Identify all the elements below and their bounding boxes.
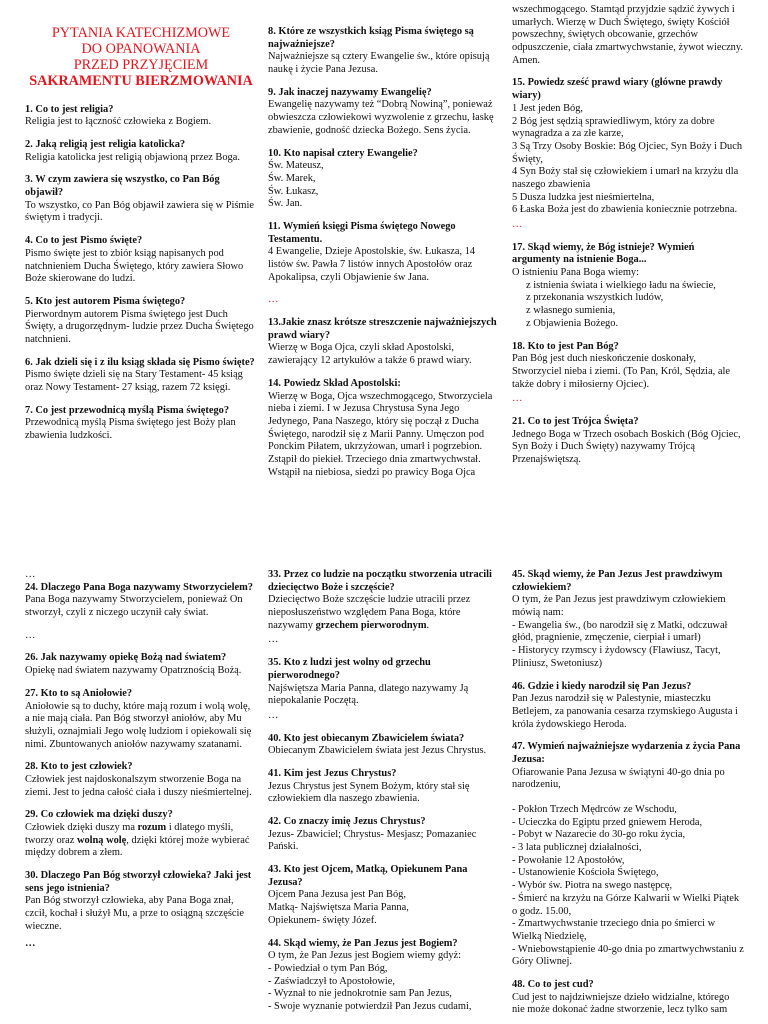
answer-line: Św. Jan. — [268, 198, 303, 210]
question-heading: 30. Dlaczego Pan Bóg stworzył człowieka? Jaki jest sens jego istnienia? — [25, 870, 252, 894]
answer-segment: , dzięki której może wybierać między dobrem a złem. — [25, 834, 250, 859]
document-title — [25, 26, 257, 90]
answer-text: Obiecanym Zbawicielem świata jest Jezus Chrystus. — [268, 745, 487, 757]
answer-text: Pan Bóg jest duch nieskończenie doskonały, Stworzyciel nieba i ziemi. (To Pan, Król, Sędzia, ale także dobry i miłosierny Ojciec). — [512, 353, 730, 390]
question-7 — [25, 405, 257, 443]
question-29 — [25, 809, 257, 860]
answer-line: 5 Dusza ludzka jest nieśmiertelna, — [512, 191, 655, 203]
question-heading: 18. Kto to jest Pan Bóg? — [512, 340, 619, 352]
answer-line: - Zmartwychwstanie trzeciego dnia po śmierci w Wielką Niedzielę, — [512, 918, 716, 942]
question-43 — [268, 864, 500, 927]
answer-line: 4 Syn Boży stał się człowiekiem i umarł na krzyżu dla naszego zbawienia — [512, 166, 739, 190]
omission-ellipsis: … — [512, 219, 523, 230]
answer-segment: Człowiek dzięki duszy ma — [25, 822, 138, 833]
answer-text: Jezus- Zbawiciel; Chrystus- Mesjasz; Pomazaniec Pański. — [268, 828, 477, 853]
answer-intro: Ofiarowanie Pana Jezusa w świątyni 40-go dnia po narodzeniu, — [512, 766, 725, 791]
answer-line: - Powiedział o tym Pan Bóg, — [268, 962, 388, 974]
question-5 — [25, 296, 257, 347]
answer-segment: . — [426, 619, 430, 631]
answer-text: To wszystko, co Pan Bóg objawił zawiera się w Piśmie świętym i tradycji. — [25, 199, 254, 224]
question-17 — [512, 242, 744, 331]
question-heading: 5. Kto jest autorem Pisma świętego? — [25, 295, 186, 307]
answer-intro: O tym, że Pan Jezus jest prawdziwym człowiekiem mówią nam: — [512, 594, 726, 619]
omission-ellipsis: … — [268, 709, 279, 721]
answer-intro: O istnieniu Pana Boga wiemy: — [512, 267, 639, 279]
question-heading: 10. Kto napisał cztery Ewangelie? — [268, 147, 418, 159]
column-top-right — [512, 4, 744, 524]
question-48 — [512, 979, 744, 1017]
omission-ellipsis: … — [25, 629, 36, 641]
answer-line: Matką- Najświętsza Maria Panna, — [268, 902, 409, 914]
question-10 — [268, 148, 500, 211]
question-heading: 45. Skąd wiemy, że Pan Jezus Jest prawdziwym człowiekiem? — [512, 569, 723, 593]
answer-line: 2 Bóg jest sędzią sprawiedliwym, który za dobre wynagradza a za złe karze, — [512, 115, 715, 140]
question-heading: 6. Jak dzieli się i z ilu ksiąg składa się Pismo święte? — [25, 356, 255, 368]
column-top-middle — [268, 26, 500, 526]
question-heading: 47. Wymień najważniejsze wydarzenia z życia Pana Jezusa: — [512, 741, 741, 765]
question-heading: 42. Co znaczy imię Jezus Chrystus? — [268, 816, 426, 827]
question-heading: 29. Co człowiek ma dzięki duszy? — [25, 809, 173, 821]
question-8 — [268, 26, 500, 77]
answer-text: Pierwordnym autorem Pisma świętego jest Duch Święty, a drugorzędnym- ludzie przez Ducha Świętego natchnieni. — [25, 308, 254, 345]
answer-line: z istnienia świata i wielkiego ładu na świecie, — [526, 279, 716, 291]
answer-line: z Objawienia Bożego. — [526, 317, 619, 329]
question-11 — [268, 221, 500, 284]
answer-line: - Powołanie 12 Apostołów, — [512, 854, 625, 866]
question-heading: 3. W czym zawiera się wszystko, co Pan Bóg objawił? — [25, 174, 220, 199]
answer-line: Opiekunem- święty Józef. — [268, 914, 377, 926]
answer-text: Aniołowie są to duchy, które mają rozum i wolą wolę, a nie mają ciała. Pan Bóg stworzył aniołów, aby Mu służyli, oznajmiali Jego wolę ludziom i opiekowali się nimi. Zbuntowanych aniołów nazywamy szatanami. — [25, 700, 252, 750]
title-line-2: DO OPANOWANIA — [81, 40, 201, 57]
question-heading: 9. Jak inaczej nazywamy Ewangelię? — [268, 86, 432, 98]
answer-line: - Wyznał to nie jednokrotnie sam Pan Jezus, — [268, 988, 452, 1000]
answer-text: wszechmogącego. Stamtąd przyjdzie sądzić żywych i umarłych. Wierzę w Duch Świętego, święty Kościół powszechny, świętych obcowanie, grzechów odpuszczenie, ciała zmartwychwstanie, żywot wieczny. Amen. — [512, 4, 743, 66]
answer-text: Pismo święte dzieli się na Stary Testament- 45 ksiąg oraz Nowy Testament- 27 ksiąg, razem 72 księgi. — [25, 369, 243, 393]
question-heading: 46. Gdzie i kiedy narodził się Pan Jezus? — [512, 680, 692, 692]
question-heading: 17. Skąd wiemy, że Bóg istnieje? Wymień argumenty na istnienie Boga... — [512, 241, 695, 266]
title-line-1: PYTANIA KATECHIZMOWE — [51, 26, 231, 41]
answer-line: 3 Są Trzy Osoby Boskie: Bóg Ojciec, Syn Boży i Duch Święty, — [512, 140, 743, 165]
question-14-continued — [512, 4, 744, 67]
answer-line: - Ustanowienie Kościoła Świętego, — [512, 867, 659, 879]
answer-line: - Ucieczka do Egiptu przed gniewem Heroda, — [512, 816, 703, 828]
question-40 — [268, 733, 500, 758]
question-9 — [268, 87, 500, 138]
question-3 — [25, 174, 257, 225]
question-35 — [268, 657, 500, 708]
question-24 — [25, 582, 257, 620]
omission-ellipsis: … — [25, 569, 36, 580]
answer-line: - Śmierć na krzyżu na Górze Kalwarii w Wielki Piątek o godz. 15.00, — [512, 892, 740, 917]
answer-line: - Wybór św. Piotra na swego następcę, — [512, 880, 673, 892]
answer-line: - Swoje wyznanie potwierdził Pan Jezus cudami, — [268, 1000, 472, 1012]
question-47 — [512, 741, 744, 969]
title-line-3: PRZED PRZYJĘCIEM — [73, 56, 209, 73]
question-heading: 14. Powiedz Skład Apostolski: — [268, 377, 401, 389]
column-bottom-right — [512, 569, 744, 1024]
question-heading: 26. Jak nazywamy opiekę Bożą nad światem? — [25, 652, 227, 664]
answer-line: z przekonania wszystkich ludów, — [526, 292, 664, 304]
question-heading: 35. Kto z ludzi jest wolny od grzechu pierworodnego? — [268, 657, 431, 681]
column-bottom-middle — [268, 569, 500, 1024]
omission-ellipsis: … — [512, 393, 523, 405]
question-33 — [268, 569, 500, 632]
question-21 — [512, 416, 744, 467]
question-heading: 8. Które ze wszystkich ksiąg Pisma świętego są najważniejsze? — [268, 26, 474, 50]
question-18 — [512, 341, 744, 392]
question-1 — [25, 104, 257, 129]
question-26 — [25, 652, 257, 677]
answer-line: 6 Łaska Boża jest do zbawienia koniecznie potrzebna. — [512, 204, 738, 216]
question-heading: 41. Kim jest Jezus Chrystus? — [268, 767, 397, 779]
answer-line: Św. Łukasz, — [268, 185, 319, 197]
answer-text: Człowiek jest najdoskonalszym stworzenie Boga na ziemi. Jest to jedna całość ciała i duszy nieśmiertelnej. — [25, 773, 252, 798]
question-heading: 44. Skąd wiemy, że Pan Jezus jest Bogiem? — [268, 937, 458, 949]
answer-line: Św. Mateusz, — [268, 160, 324, 172]
answer-segment: i dlatego myśli, tworzy oraz — [25, 822, 234, 846]
question-heading: 28. Kto to jest człowiek? — [25, 761, 133, 773]
question-heading: 24. Dlaczego Pana Boga nazywamy Stworzycielem? — [25, 581, 253, 593]
question-27 — [25, 688, 257, 751]
answer-line: - Zaświadczył to Apostołowie, — [268, 975, 395, 987]
omission-ellipsis: … — [268, 634, 279, 646]
answer-text: Pan Jezus narodził się w Palestynie, miasteczku Betlejem, za panowania cesarza rzymskiego Augusta i króla żydowskiego Heroda. — [512, 693, 738, 730]
answer-line: z własnego sumienia, — [526, 305, 616, 317]
answer-text: Pan Bóg stworzył człowieka, aby Pana Boga znał, czcił, kochał i służył Mu, a prze to osiągną szczęście wieczne. — [25, 895, 244, 932]
answer-emphasis: wolną wolę — [76, 834, 127, 846]
answer-text: Religia katolicka jest religią objawioną przez Boga. — [25, 151, 240, 163]
omission-ellipsis: … — [268, 294, 279, 306]
answer-intro: O tym, że Pan Jezus jest Bogiem wiemy gdyż: — [268, 950, 462, 962]
question-46 — [512, 681, 744, 732]
answer-text: Jednego Boga w Trzech osobach Boskich (Bóg Ojciec, Syn Boży i Duch Święty) nazywamy Trójcą Przenajświętszą. — [512, 428, 741, 465]
question-6 — [25, 357, 257, 395]
answer-text — [25, 822, 257, 860]
question-heading: 7. Co jest przewodnicą myślą Pisma świętego? — [25, 404, 230, 416]
answer-line: 1 Jest jeden Bóg, — [512, 102, 583, 114]
question-heading: 4. Co to jest Pismo święte? — [25, 235, 143, 247]
question-41 — [268, 768, 500, 806]
answer-line: - Pokłon Trzech Mędrców ze Wschodu, — [512, 804, 677, 815]
question-heading: 11. Wymień księgi Pisma świętego Nowego Testamentu. — [268, 220, 456, 245]
question-heading: 2. Jaką religią jest religia katolicka? — [25, 139, 186, 150]
answer-text: Religia jest to łączność człowieka z Bogiem. — [25, 116, 212, 128]
answer-line: Ojcem Pana Jezusa jest Pan Bóg, — [268, 889, 406, 901]
question-heading: 1. Co to jest religia? — [25, 103, 114, 115]
question-42 — [268, 816, 500, 854]
answer-text: Jezus Chrystus jest Synem Bożym, który stał się człowiekiem dla naszego zbawienia. — [268, 780, 470, 805]
answer-line: - 3 lata publicznej działalności, — [512, 842, 642, 854]
question-44 — [268, 938, 500, 1014]
answer-emphasis: grzechem pierworodnym — [315, 619, 427, 631]
question-heading: 43. Kto jest Ojcem, Matką, Opiekunem Pana Jezusa? — [268, 864, 468, 888]
answer-line: - Wniebowstąpienie 40-go dnia po zmartwychwstaniu z Góry Oliwnej. — [512, 943, 744, 968]
answer-text: 4 Ewangelie, Dzieje Apostolskie, św. Łukasza, 14 listów św. Pawła 7 listów innych Apostołów oraz Apokalipsa, czyli Objawienie św Jana. — [268, 246, 476, 283]
question-28 — [25, 761, 257, 799]
answer-text: Najważniejsze są cztery Ewangelie św., które opisują naukę i życie Pana Jezusa. — [268, 51, 490, 76]
answer-text: Najświętsza Maria Panna, dlatego nazywamy Ją niepokalanie Poczętą. — [268, 682, 469, 707]
answer-line: - Ewangelia św., (bo narodził się z Matki, odczuwał głód, pragnienie, zmęczenie, cierpiał i umarł) — [512, 619, 728, 644]
question-13 — [268, 317, 500, 368]
answer-emphasis: rozum — [137, 822, 167, 833]
question-15 — [512, 77, 744, 217]
question-heading: 13.Jakie znasz krótsze streszczenie najważniejszych prawd wiary? — [268, 317, 497, 341]
question-heading: 48. Co to jest cud? — [512, 978, 594, 990]
answer-segment: Dziecięctwo Boże szczęście ludzie utracili przez nieposłuszeństwo względem Pana Boga, które nazywamy — [268, 594, 471, 631]
answer-text: Pana Boga nazywamy Stworzycielem, ponieważ On stworzył, czyli z niczego uczynił cały świat. — [25, 594, 243, 619]
question-30 — [25, 870, 257, 933]
title-line-4: SAKRAMENTU BIERZMOWANIA — [29, 72, 253, 89]
question-heading: 27. Kto to są Aniołowie? — [25, 687, 133, 699]
question-2 — [25, 139, 257, 164]
question-heading: 40. Kto jest obiecanym Zbawicielem świata? — [268, 732, 465, 744]
column-top-left — [25, 26, 257, 526]
answer-text: Cud jest to najdziwniejsze dzieło widzialne, którego nie może dokonać żadne stworzenie, lecz tylko sam — [512, 991, 730, 1016]
answer-line: - Pobyt w Nazarecie do 30-go roku życia, — [512, 829, 686, 841]
answer-text — [268, 594, 500, 632]
answer-text: Przewodnicą myślą Pisma świętego jest Boży plan zbawienia ludzkości. — [25, 417, 236, 442]
question-4 — [25, 235, 257, 286]
answer-text: Wierzę w Boga, Ojca wszechmogącego, Stworzyciela nieba i ziemi. I w Jezusa Chrystusa Syna Jego Jedynego, Pana Naszego, który się począł z Ducha Świętego, narodził się z Marii Panny. Umęczon pod Ponckim Piłatem, ukrzyżowan, umarł i pogrzebion. Zstąpił do piekieł. Trzeciego dnia zmartwychwstał. Wstąpił na niebiosa, siedzi po prawicy Boga Ojca — [268, 390, 493, 478]
answer-line: Św. Marek, — [268, 172, 316, 184]
question-14 — [268, 378, 500, 480]
omission-ellipsis: … — [25, 937, 36, 949]
question-heading: 15. Powiedz sześć prawd wiary (główne prawdy wiary) — [512, 77, 723, 102]
question-45 — [512, 569, 744, 671]
answer-text: Pismo święte jest to zbiór ksiąg napisanych pod natchnieniem Ducha Świętego, który zawiera Słowo Boże skierowane do ludzi. — [25, 247, 244, 285]
question-heading: 33. Przez co ludzie na początku stworzenia utracili dziecięctwo Boże i szczęście? — [268, 569, 492, 593]
question-heading: 21. Co to jest Trójca Święta? — [512, 415, 639, 427]
answer-text: Ewangelię nazywamy też “Dobrą Nowiną”, ponieważ obwieszcza człowiekowi wyzwolenie z grzechu, łaskę zbawienie, godność dziecka Bożego. Sens życia. — [268, 99, 494, 136]
answer-text: Wierzę w Boga Ojca, czyli skład Apostolski, zawierający 12 artykułów a także 6 prawd wiary. — [268, 342, 472, 367]
column-bottom-left — [25, 569, 257, 1024]
answer-line: - Historycy rzymscy i żydowscy (Flawiusz, Tacyt, Pliniusz, Swetoniusz) — [512, 645, 721, 669]
answer-text: Opiekę nad światem nazywamy Opatrznością Bożą. — [25, 665, 242, 677]
